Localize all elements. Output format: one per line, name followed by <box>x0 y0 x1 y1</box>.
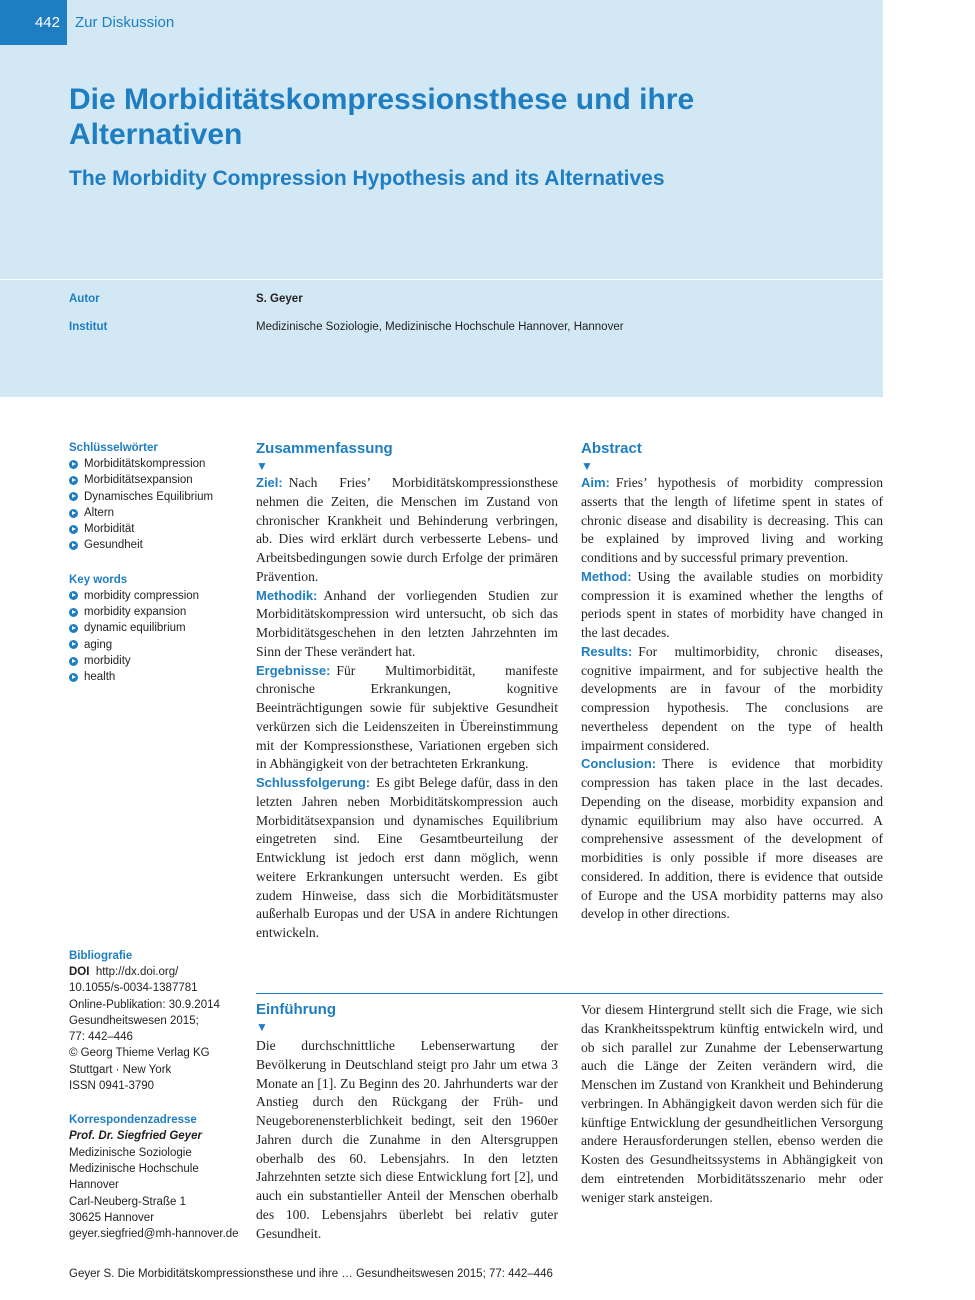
bullet-arrow-icon <box>69 608 78 617</box>
zusammenfassung-column <box>256 440 558 943</box>
article-title-german: Die Morbiditätskompressionsthese und ihre Alternativen <box>69 83 695 151</box>
body-paragraph: Vor diesem Hintergrund stellt sich die Frage, wie sich das Krankheitsspektrum künftig entwickeln wird, und ob sich parallel zur Zunahme der Lebenserwartung auch die Länge der Zeiten verändern wird, die Menschen im Zustand von Krankheit und Behinderung verbringen. In Abhängigkeit davon werden sich für die künftige Entwicklung der gesundheitlichen Versorgung andere Herausforderungen stellen, ebenso werden die Kosten des Gesundheitssystems in Abhängigkeit von dem eintretenden Morbiditätsszenario mehr oder weniger stark ansteigen. <box>581 1002 883 1205</box>
bullet-arrow-icon <box>69 541 78 550</box>
bibliography-line: Stuttgart · New York <box>69 1063 172 1076</box>
keyword-item: Dynamisches Equilibrium <box>69 489 244 505</box>
abstract-paragraph: Results: For multimorbidity, chronic diseases, cognitive impairment, and for subjective health the developments are in favour of the morbidity compression hypothesis. The conclusions are nevertheless dependent on the type of health impairment considered. <box>581 643 883 753</box>
summary-paragraph: Methodik: Anhand der vorliegenden Studien zur Morbiditätskompression wird untersucht, ob sich das Morbiditätsgeschehen in den letzten Jahrzehnten im Sinn der These verändert hat. <box>256 587 558 659</box>
section-marker-icon: ▼ <box>581 459 593 473</box>
article-title-english: The Morbidity Compression Hypothesis and its Alternatives <box>69 167 665 190</box>
einfuehrung-column <box>256 1001 558 1243</box>
bibliography-line: 10.1055/s-0034-1387781 <box>69 982 198 995</box>
keywords-section <box>69 440 244 686</box>
bullet-arrow-icon <box>69 460 78 469</box>
bullet-arrow-icon <box>69 640 78 649</box>
bibliography-line: Gesundheitswesen 2015; <box>69 1014 199 1027</box>
correspondence-line: Medizinische Hochschule <box>69 1162 199 1175</box>
correspondence-line: Medizinische Soziologie <box>69 1146 192 1159</box>
summary-paragraph: Schlussfolgerung: Es gibt Belege dafür, dass in den letzten Jahren neben Morbiditätskompression auch Morbiditätsexpansion und dynamisches Equilibrium eingetreten sind. Eine Gesamtbeurteilung der Entwicklung ist jedoch erst dann möglich, wenn weitere Erkrankungen untersucht werden. Es gibt zudem Hinweise, dass sich die Morbiditätsmuster außerhalb Europas und der USA in andere Richtungen entwickeln. <box>256 775 558 940</box>
keyword-item: aging <box>69 637 244 653</box>
bibliography-section <box>69 948 244 1242</box>
keyword-item: Morbidität <box>69 521 244 537</box>
keywords-en-heading: Key words <box>69 573 128 586</box>
section-label: Zur Diskussion <box>75 14 175 31</box>
keyword-item: dynamic equilibrium <box>69 620 244 636</box>
correspondence-line: Carl-Neuberg-Straße 1 <box>69 1195 186 1208</box>
bullet-arrow-icon <box>69 476 78 485</box>
bullet-arrow-icon <box>69 492 78 501</box>
keyword-item: health <box>69 669 244 685</box>
page-footer: Geyer S. Die Morbiditätskompressionsthese und ihre … Gesundheitswesen 2015; 77: 442–446 <box>69 1268 553 1280</box>
bibliography-line: ISSN 0941-3790 <box>69 1080 155 1093</box>
correspondence-name: Prof. Dr. Siegfried Geyer <box>69 1130 202 1143</box>
bibliography-heading: Bibliografie <box>69 950 133 962</box>
bibliography-line: © Georg Thieme Verlag KG <box>69 1047 210 1060</box>
bullet-arrow-icon <box>69 657 78 666</box>
zusammenfassung-heading: Zusammenfassung <box>256 440 393 457</box>
page-number: 442 <box>0 0 67 45</box>
correspondence-line: 30625 Hannover <box>69 1211 155 1224</box>
header-band <box>0 0 883 397</box>
keyword-item: morbidity expansion <box>69 604 244 620</box>
body-paragraph: Die durchschnittliche Lebenserwartung der Bevölkerung in Deutschland steigt pro Jahr um etwa 3 Monate an [1]. Zu Beginn des 20. Jahrhunderts war der Anstieg durch den Rückgang der Früh- und Neugeborenensterblichkeit bedingt, seit den 1960er Jahren durch die Zunahme in den Altersgruppen oberhalb des 60. Lebensjahrs. In den letzten Jahrzehnten setzte sich diese Entwicklung fort [2], und auch ein substantieller Anteil der Menschen oberhalb des 100. Lebensjahrs überlebt bei relativ guter Gesundheit. <box>256 1038 558 1241</box>
keyword-item: Gesundheit <box>69 537 244 553</box>
bibliography-line: Online-Publikation: 30.9.2014 <box>69 998 220 1011</box>
header-divider <box>0 279 883 280</box>
correspondence-email[interactable]: geyer.siegfried@mh-hannover.de <box>69 1228 239 1241</box>
bullet-arrow-icon <box>69 673 78 682</box>
abstract-paragraph: Conclusion: There is evidence that morbidity compression has taken place in the last decades. Depending on the disease, morbidity expansion and dynamic equilibrium may also have occurred. A comprehensive assessment of the development of morbidities is only possible if more diseases are considered. In addition, there is evidence that outside of Europe and the USA morbidity patterns may also develop in other directions. <box>581 756 883 922</box>
institute-label: Institut <box>69 321 108 333</box>
bullet-arrow-icon <box>69 624 78 633</box>
section-marker-icon: ▼ <box>256 1020 268 1034</box>
keywords-de-heading: Schlüsselwörter <box>69 442 158 454</box>
bullet-arrow-icon <box>69 509 78 518</box>
keyword-item: morbidity compression <box>69 588 244 604</box>
correspondence-heading: Korrespondenzadresse <box>69 1114 197 1127</box>
keyword-item: Altern <box>69 505 244 521</box>
keywords-en-list <box>69 588 244 686</box>
bullet-arrow-icon <box>69 591 78 600</box>
bibliography-line: 77: 442–446 <box>69 1031 133 1044</box>
keywords-de-list <box>69 456 244 554</box>
keyword-item: morbidity <box>69 653 244 669</box>
correspondence-line: Hannover <box>69 1179 119 1192</box>
keyword-item: Morbiditätskompression <box>69 456 244 472</box>
keyword-item: Morbiditätsexpansion <box>69 472 244 488</box>
author-label: Autor <box>69 293 100 305</box>
abstract-paragraph: Method: Using the available studies on morbidity compression it is examined whether the lengths of periods spent in states of morbidity have changed in the last decades. <box>581 568 883 640</box>
bullet-arrow-icon <box>69 525 78 534</box>
author-name: S. Geyer <box>256 293 303 305</box>
institute-name: Medizinische Soziologie, Medizinische Hochschule Hannover, Hannover <box>256 321 624 333</box>
summary-paragraph: Ziel: Nach Fries’ Morbiditätskompressionsthese nehmen die Zeiten, die Menschen im Zustand von chronischer Krankheit und Behinderung verbringen, ab. Dies wird erklärt durch verbesserte Lebens- und Arbeitsbedingungen sowie durch Erfolge der primären Prävention. <box>256 475 558 584</box>
abstract-column <box>581 440 883 924</box>
abstract-paragraph: Aim: Fries’ hypothesis of morbidity compression asserts that the length of lifetime spent in states of chronic disease and disability is decreasing. This can be explained by improved living and working conditions and by successful primary prevention. <box>581 475 883 565</box>
einfuehrung-column-2 <box>581 1001 883 1207</box>
doi-line: DOI http://dx.doi.org/ <box>69 966 179 978</box>
section-divider <box>256 993 883 994</box>
section-marker-icon: ▼ <box>256 459 268 473</box>
einfuehrung-heading: Einführung <box>256 1001 336 1018</box>
abstract-heading: Abstract <box>581 440 642 457</box>
summary-paragraph: Ergebnisse: Für Multimorbidität, manifeste chronische Erkrankungen, kognitive Beeinträchtigungen sowie für subjektive Gesundheit verkürzen sich die Leidenszeiten in Übereinstimmung mit der Kompressionsthese, Variationen ergeben sich in Abhängigkeit von der betrachteten Erkrankung. <box>256 662 558 772</box>
